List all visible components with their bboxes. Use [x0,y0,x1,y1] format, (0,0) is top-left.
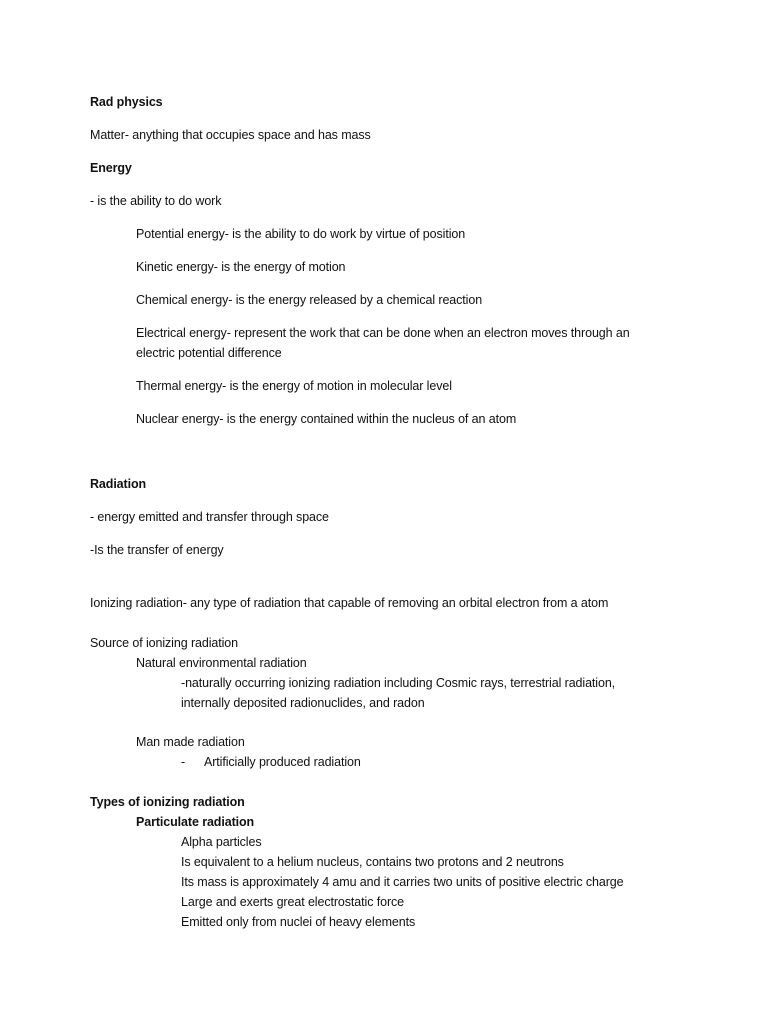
energy-type-electrical: Electrical energy- represent the work that can be done when an electron moves through an [136,326,630,340]
energy-type-thermal: Thermal energy- is the energy of motion in molecular level [136,379,452,393]
natural-radiation-line-2: internally deposited radionuclides, and radon [181,696,425,710]
energy-type-potential: Potential energy- is the ability to do work by virtue of position [136,227,466,241]
radiation-definition-2: -Is the transfer of energy [90,543,224,557]
types-heading: Types of ionizing radiation [90,795,245,809]
manmade-radiation-label: Man made radiation [136,735,245,749]
alpha-fact-4: Emitted only from nuclei of heavy elements [181,915,416,929]
page-title: Rad physics [90,95,163,109]
alpha-fact-3: Large and exerts great electrostatic force [181,895,405,909]
radiation-definition-1: - energy emitted and transfer through space [90,510,329,524]
alpha-fact-2: Its mass is approximately 4 amu and it carries two units of positive electric charge [181,875,624,889]
energy-type-kinetic: Kinetic energy- is the energy of motion [136,260,346,274]
energy-type-nuclear: Nuclear energy- is the energy contained within the nucleus of an atom [136,412,517,426]
energy-type-electrical-cont: electric potential difference [136,346,282,360]
energy-heading: Energy [90,161,132,175]
matter-definition: Matter- anything that occupies space and has mass [90,128,371,142]
particulate-radiation-label: Particulate radiation [136,815,255,829]
energy-definition: - is the ability to do work [90,194,222,208]
manmade-bullet-dash: - [181,755,186,769]
natural-radiation-line-1: -naturally occurring ionizing radiation including Cosmic rays, terrestrial radiation, [181,676,616,690]
alpha-particles-label: Alpha particles [181,835,262,849]
ionizing-radiation-definition: Ionizing radiation- any type of radiation that capable of removing an orbital electron from a atom [90,596,609,610]
alpha-fact-1: Is equivalent to a helium nucleus, contains two protons and 2 neutrons [181,855,564,869]
source-heading: Source of ionizing radiation [90,636,238,650]
radiation-heading: Radiation [90,477,147,491]
manmade-radiation-text: Artificially produced radiation [204,755,361,769]
natural-radiation-label: Natural environmental radiation [136,656,307,670]
energy-type-chemical: Chemical energy- is the energy released by a chemical reaction [136,293,483,307]
